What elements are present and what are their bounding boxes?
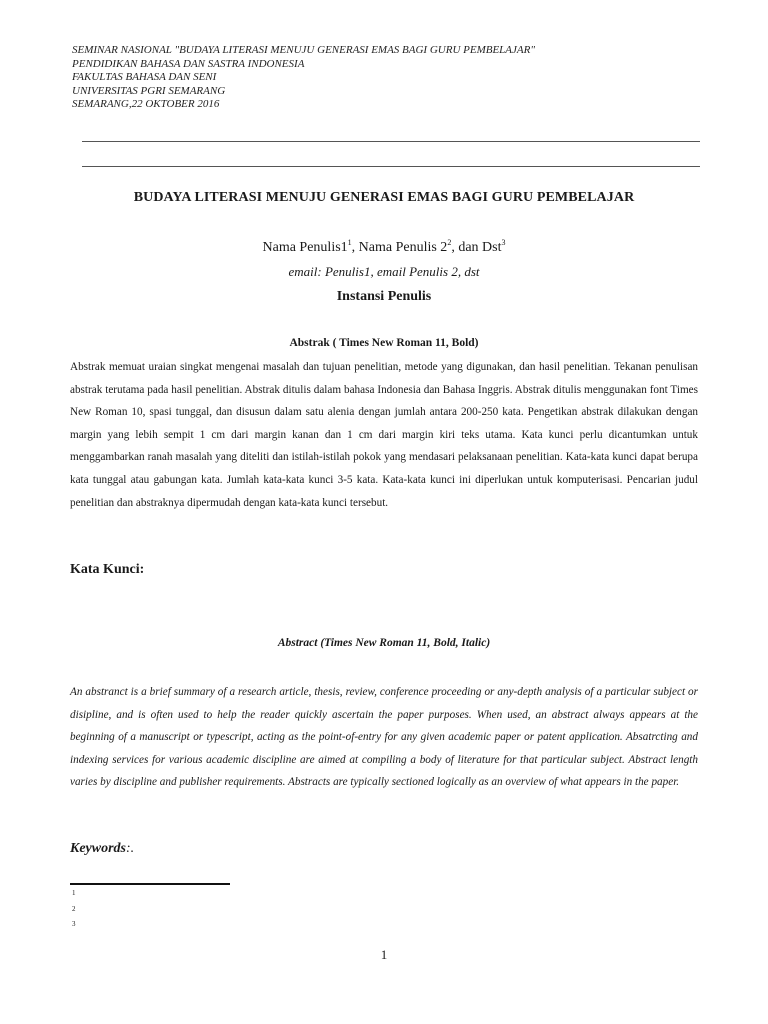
abstract-heading: Abstract (Times New Roman 11, Bold, Italic) xyxy=(277,637,491,649)
header-divider-top xyxy=(82,141,700,142)
header-line: FAKULTAS BAHASA DAN SENI xyxy=(72,71,217,83)
author-3: , dan Dst xyxy=(451,240,502,255)
author-list xyxy=(0,238,768,256)
header-line: SEMINAR NASIONAL "BUDAYA LITERASI MENUJU GENERASI EMAS BAGI GURU PEMBELAJAR" xyxy=(72,44,535,56)
abstract-body: An abstranct is a brief summary of a research article, thesis, review, conference proceeding or any-depth analysis of a particular subject or disipline, and is often used to help the reader quickly ascertain the paper purposes. When used, an abstract always appears at the beginning of a manuscript or typescript, acting as the point-of-entry for any given academic paper or patent application. Absatrcting and indexing services for various academic discipline are aimed at compiling a body of literature for that particular subject. Abstract length varies by discipline and publisher requirements. Abstracts are typically sectioned logically as an overview of what appears in the paper. xyxy=(70,686,698,789)
author-2: , Nama Penulis 2 xyxy=(351,240,448,255)
footnote-2: 2 xyxy=(72,904,76,913)
seminar-header xyxy=(72,44,535,112)
institution: Instansi Penulis xyxy=(336,289,432,304)
footnotes xyxy=(72,886,76,933)
keywords-suffix: :. xyxy=(126,841,135,856)
footnote-1: 1 xyxy=(72,889,76,897)
footnote-3: 3 xyxy=(72,920,76,928)
abstrak-heading: Abstrak ( Times New Roman 11, Bold) xyxy=(289,337,479,349)
header-line: PENDIDIKAN BAHASA DAN SASTRA INDONESIA xyxy=(72,57,305,70)
header-line: UNIVERSITAS PGRI SEMARANG xyxy=(72,84,226,97)
header-line: SEMARANG,22 OKTOBER 2016 xyxy=(72,98,220,110)
abstrak-body: Abstrak memuat uraian singkat mengenai masalah dan tujuan penelitian, metode yang digunakan, dan hasil penelitian. Tekanan penulisan abstrak terutama pada hasil penelitian. Abstrak ditulis dalam bahasa Indonesia dan Bahasa Inggris. Abstrak ditulis menggunakan font Times New Roman 10, spasi tunggal, dan disusun dalam satu alenia dengan jumlah antara 200-250 kata. Pengetikan abstrak dilakukan dengan margin yang lebih sempit 1 cm dari margin kanan dan 1 cm dari margin kiri teks utama. Kata kunci perlu dicantumkan untuk menggambarkan ranah masalah yang diteliti dan istilah-istilah pokok yang mendasari pelaksanaan penelitian. Kata-kata kunci dapat berupa kata tunggal atau gabungan kata. Jumlah kata-kata kunci 3-5 kata. Kata-kata kunci ini diperlukan untuk komputerisasi. Pencarian judul penelitian dan abstraknya dipermudah dengan kata-kata kunci tersebut. xyxy=(70,361,698,509)
paper-title: BUDAYA LITERASI MENUJU GENERASI EMAS BAGI GURU PEMBELAJAR xyxy=(133,190,635,205)
keywords-text: Keywords xyxy=(70,841,126,856)
footnote-separator xyxy=(70,883,230,885)
header-divider-bottom xyxy=(82,166,700,167)
page-number: 1 xyxy=(380,947,388,962)
author-1: Nama Penulis1 xyxy=(262,240,348,255)
keywords-label xyxy=(70,841,134,857)
author-emails: email: Penulis1, email Penulis 2, dst xyxy=(288,264,480,279)
kata-kunci-label: Kata Kunci: xyxy=(70,562,145,577)
author-1-footnote-marker: 1 xyxy=(347,238,352,247)
author-2-footnote-marker: 2 xyxy=(447,238,452,247)
author-3-footnote-marker: 3 xyxy=(501,238,506,247)
